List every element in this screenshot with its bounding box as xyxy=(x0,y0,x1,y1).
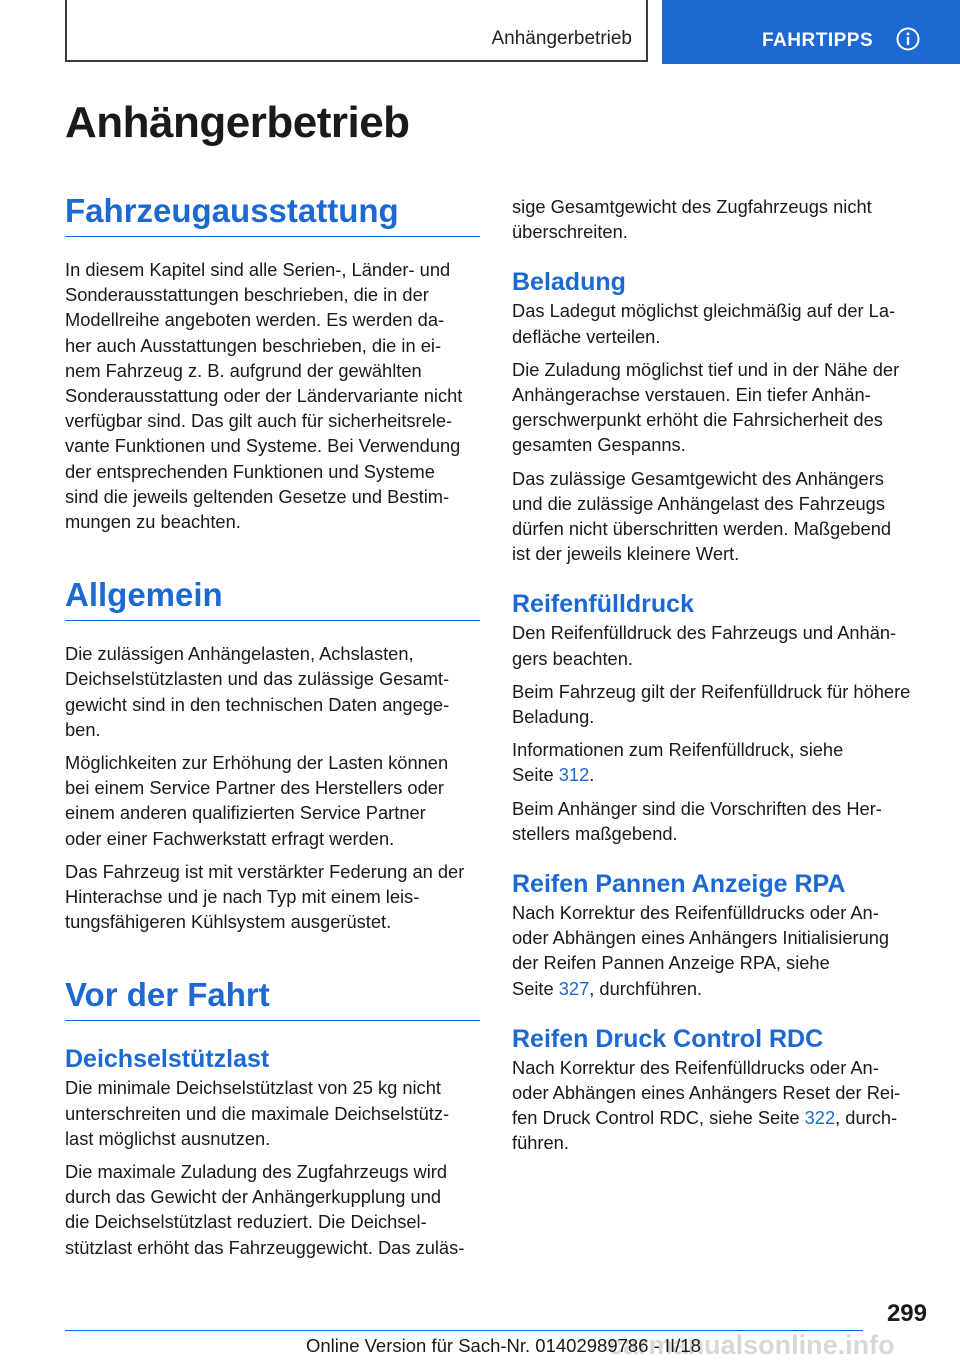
subsection-title-beladung: Beladung xyxy=(512,268,626,297)
paragraph-allgemein-1: Die zulässigen Anhängelasten, Achslasten, Deichselstützlasten und das zulässige Gesamt- gewicht sind in den technischen Daten angege- ben. xyxy=(65,643,450,740)
left-column xyxy=(65,190,480,1260)
watermark: carmanualsonline.info xyxy=(608,1330,895,1360)
header-chapter-title: FAHRTIPPS xyxy=(762,30,874,51)
header-chapter-box[interactable] xyxy=(662,0,960,64)
header-section-title: Anhängerbetrieb xyxy=(491,28,632,49)
section-title-fahrzeugausstattung: Fahrzeugausstattung xyxy=(65,190,480,237)
paragraph-deichsel-2: Die maximale Zuladung des Zugfahrzeugs wird durch das Gewicht der Anhängerkupplung und die Deichselstützlast reduziert. Die Deichsel- stützlast erhöht das Fahrzeuggewicht. Das zuläs- xyxy=(65,1161,465,1258)
paragraph-allgemein-3: Das Fahrzeug ist mit verstärkter Federung an der Hinterachse und je nach Typ mit einem leis- tungsfähigeren Kühlsystem ausgerüstet. xyxy=(65,860,465,933)
paragraph-allgemein-2: Möglichkeiten zur Erhöhung der Lasten können bei einem Service Partner des Herstellers oder einem anderen qualifizierten Service Partner oder einer Fachwerkstatt erfragt werden. xyxy=(65,752,449,849)
subsection-title-deichselstuetzlast: Deichselstützlast xyxy=(65,1045,270,1074)
right-column xyxy=(512,194,932,1156)
subsection-title-rpa: Reifen Pannen Anzeige RPA xyxy=(512,870,846,899)
subsection-title-reifenfuelldruck: Reifenfülldruck xyxy=(512,590,694,619)
page-link-327[interactable]: 327 xyxy=(558,977,590,999)
paragraph-beladung-3: Das zulässige Gesamtgewicht des Anhängers und die zulässige Anhängelast des Fahrzeugs dürfen nicht überschritten werden. Maßgebend ist der jeweils kleinere Wert. xyxy=(512,467,892,565)
page-title: Anhängerbetrieb xyxy=(65,98,410,147)
page-link-322[interactable]: 322 xyxy=(804,1107,836,1129)
paragraph-reifen-2: Beim Fahrzeug gilt der Reifenfülldruck für höhere Beladung. xyxy=(512,680,911,728)
paragraph-beladung-2: Die Zuladung möglichst tief und in der Nähe der Anhängerachse verstauen. Ein tiefer Anhän- gerschwerpunkt erhöht die Fahrsicherheit des gesamten Gespanns. xyxy=(512,358,900,456)
header-section-box xyxy=(65,0,648,62)
subsection-title-rdc: Reifen Druck Control RDC xyxy=(512,1024,824,1053)
paragraph-reifen-3: Informationen zum Reifenfülldruck, siehe Seite 312. xyxy=(512,739,844,786)
info-icon[interactable] xyxy=(896,27,920,51)
paragraph-fahrzeugausstattung: In diesem Kapitel sind alle Serien-, Länder- und Sonderausstattungen beschrieben, die in der Modellreihe angeboten werden. Es werden da- her auch Ausstattungen beschrieben, die in ei- nem Fahrzeug z. B. aufgrund der gewählten Sonderausstattung oder der Ländervariante nicht verfügbar sind. Das gilt auch für sicherheitsrele- vante Funktionen und Systeme. Bei Verwendung der entsprechenden Funktionen und Systeme sind die jeweils geltenden Gesetze und Bestim- mungen zu beachten. xyxy=(65,259,463,533)
section-title-vor-der-fahrt: Vor der Fahrt xyxy=(65,974,480,1021)
paragraph-reifen-1: Den Reifenfülldruck des Fahrzeugs und Anhän- gers beachten. xyxy=(512,622,897,669)
paragraph-reifen-4: Beim Anhänger sind die Vorschriften des Her- stellers maßgebend. xyxy=(512,797,882,844)
page-link-312[interactable]: 312 xyxy=(558,764,590,786)
page-number: 299 xyxy=(886,1300,927,1327)
paragraph-beladung-1: Das Ladegut möglichst gleichmäßig auf der La- defläche verteilen. xyxy=(512,300,896,347)
paragraph-rdc: Nach Korrektur des Reifenfülldrucks oder An- oder Abhängen eines Anhängers Reset der Rei- fen Druck Control RDC, siehe Seite 322, durch- führen. xyxy=(512,1056,901,1154)
footer-online-version: Online Version für Sach-Nr. 01402989786 - II/18 xyxy=(306,1335,701,1356)
paragraph-deichsel-1: Die minimale Deichselstützlast von 25 kg nicht unterschreiten und die maximale Deichselstütz- last möglichst ausnutzen. xyxy=(65,1077,450,1149)
paragraph-rpa: Nach Korrektur des Reifenfülldrucks oder An- oder Abhängen eines Anhängers Initialisierung der Reifen Pannen Anzeige RPA, siehe Seite 327, durchführen. xyxy=(512,902,890,999)
paragraph-deichsel-2-continued: sige Gesamtgewicht des Zugfahrzeugs nicht überschreiten. xyxy=(512,196,872,243)
section-title-allgemein: Allgemein xyxy=(65,574,480,621)
